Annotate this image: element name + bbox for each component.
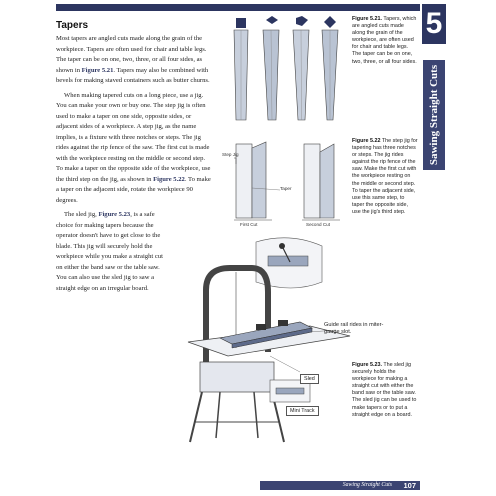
figure-reference: Figure 5.22 (153, 175, 185, 183)
figure-5-22-step-jig (222, 138, 350, 230)
paragraph-1 (56, 34, 212, 87)
second-cut-label: Second Cut (306, 222, 331, 227)
taper-label: Taper (280, 186, 292, 191)
figure-5-21-taper-legs (226, 16, 346, 128)
paragraph-2 (56, 91, 212, 207)
step-jig-drawing (222, 138, 350, 230)
page-number: 107 (403, 481, 416, 490)
caption-number: Figure 5.21. (352, 16, 382, 22)
leg-two-sides (263, 16, 279, 120)
paragraph-3 (56, 210, 166, 294)
figure-5-23-sled-jig (160, 232, 360, 444)
step-jig-label: Step Jig (222, 152, 239, 157)
first-cut-label: First Cut (240, 222, 258, 227)
figure-5-23-caption (352, 362, 418, 419)
caption-text: Tapers, which are angled cuts made along the grain of the workpiece, are often used for chair and table legs. The taper can be on one, two, three, or all four sides. (352, 16, 417, 65)
caption-text: The step jig for tapering has three notches or steps. The jig rides against the rip fence of the saw. Make the first cut with the workpiece resting on the middle or second step. To taper the adjacent side, use this same step, to taper the opposite side, use the jig's third step. (352, 138, 418, 215)
figure-5-21-caption (352, 16, 418, 66)
leg-four-sides (322, 16, 338, 120)
band-saw (188, 268, 350, 442)
side-title-tab (423, 60, 445, 170)
footer-running-title: Sawing Straight Cuts (342, 482, 392, 488)
paragraph-text: When making tapered cuts on a long piece, use a jig. You can make your own or buy one. The step jig is often used to make a taper on one side, opposite sides, or adjacent sides of a workpiece. A step jig, as the name implies, is a fixture with three notches or steps. The jig rides against the rip fence of the saw. The first cut is made with the workpiece resting on the middle or second step. To make a taper on the opposite side of the workpiece, use the third step on the jig, as shown in (56, 91, 211, 183)
paragraph-text: , is a safe choice for making tapers because the operator doesn't have to get close to the blade. This jig will securely hold the workpiece while you make a straight cut on either the band saw or the table saw. You can also use the sled jig to saw a straight edge on an irregular board. (56, 211, 163, 292)
top-color-bar (56, 4, 420, 11)
caption-text: The sled jig securely holds the workpiece for making a straight cut with either the band saw or the table saw. The sled jig can be used to make tapers or to put a straight edge on a board. (352, 362, 417, 418)
paragraph-text: . Tapers may also be combined with bevels for making staved containers such as butter churns. (56, 66, 210, 84)
paragraph-text: . To make a taper on the adjacent side, rotate the workpiece 90 degrees. (56, 175, 211, 204)
leg-one-side (234, 18, 248, 120)
mini-track-label: Mini Track (286, 406, 319, 416)
paragraph-text: The sled jig, (64, 211, 99, 218)
section-heading: Tapers (56, 20, 89, 31)
figure-5-22-caption (352, 138, 418, 216)
guide-rail-callout: Guide rail rides in miter-gauge slot. (324, 322, 384, 335)
sled-label: Sled (300, 374, 319, 384)
footer-bar (260, 481, 420, 490)
chapter-number-tab: 5 (422, 4, 446, 44)
caption-number: Figure 5.22 (352, 138, 381, 144)
page-footer (260, 481, 420, 490)
figure-reference: Figure 5.23 (98, 211, 131, 218)
figure-reference: Figure 5.21 (81, 66, 114, 74)
caption-number: Figure 5.23. (352, 362, 382, 368)
paragraph-text: Most tapers are angled cuts made along the grain of the workpiece. Tapers are often used for chair and table legs. The taper can be on one, two, three, or all four sides, as shown in (56, 35, 207, 74)
leg-three-sides (293, 16, 309, 120)
side-title-text: Sawing Straight Cuts (428, 64, 440, 166)
